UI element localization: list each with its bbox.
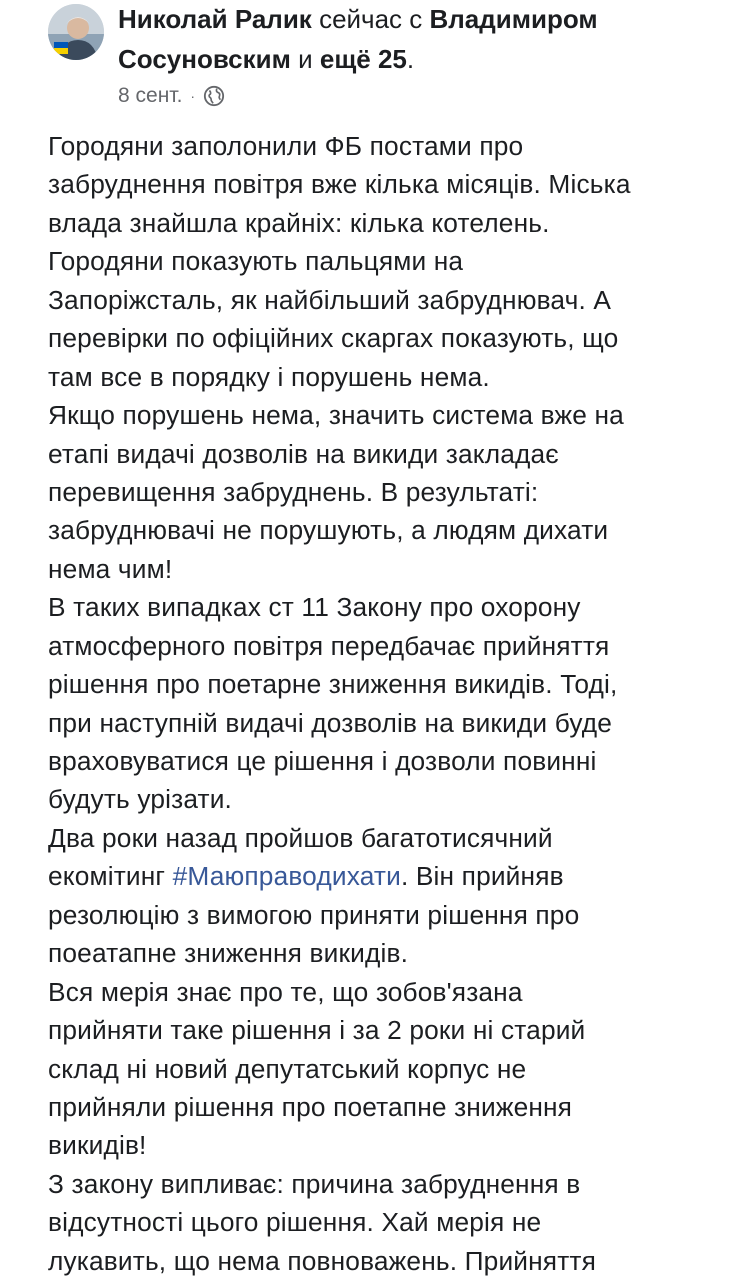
post-text-line: рішення про поетарне зниження викидів. Тоді, <box>48 669 618 700</box>
post-text-line: перевищення забруднень. В результаті: <box>48 476 539 507</box>
post-text-line <box>48 857 738 895</box>
post-text-line: прийняти таке рішення і за 2 роки ні старий <box>48 1015 586 1046</box>
post-text-line: забруднення повітря вже кілька місяців. Міська <box>48 169 631 200</box>
hashtag-line-after: . Він прийняв <box>400 861 564 892</box>
post-text-line: З закону випливає: причина забруднення в <box>48 1168 581 1199</box>
hashtag-line-before: екомітинг <box>48 861 173 892</box>
post-text-line: влада знайшла крайніх: кілька котелень. <box>48 207 550 238</box>
others-link[interactable]: ещё 25 <box>319 44 407 74</box>
post-date[interactable]: 8 сент. <box>118 84 183 107</box>
hashtag-link[interactable]: #Маюправодихати <box>172 861 401 892</box>
post-text-line: Городяни показують пальцями на <box>48 246 464 277</box>
tagged-person-first[interactable]: Владимиром <box>429 4 598 34</box>
post-header-line-2 <box>118 43 414 75</box>
post-text-line: етапі видачі дозволів на викиди закладає <box>48 438 559 469</box>
header-period: . <box>406 44 415 74</box>
post-text-line: поеатапне зниження викидів. <box>48 938 409 969</box>
post-text-line: Два роки назад пройшов багатотисячний <box>48 822 553 853</box>
status-text: сейчас с <box>319 4 423 34</box>
post-text-line: Вся мерія знає про те, що зобов'язана <box>48 976 523 1007</box>
post-text-line: Запоріжсталь, як найбільший забруднювач. А <box>48 284 612 315</box>
post-text-line: нема чим! <box>48 553 173 584</box>
tagged-person-last[interactable]: Сосуновским <box>118 44 291 74</box>
post-header-line-1 <box>118 3 598 35</box>
author-name[interactable]: Николай Ралик <box>118 4 312 34</box>
post-text-line: перевірки по офіційних скаргах показують, що <box>48 323 619 354</box>
post-text-line: будуть урізати. <box>48 784 233 815</box>
post-text-line: атмосферного повітря передбачає прийняття <box>48 630 610 661</box>
post-text-line: лукавить, що нема повноважень. Прийняття <box>48 1245 596 1276</box>
post-text-line: резолюцію з вимогою приняти рішення про <box>48 899 580 930</box>
avatar-image <box>48 4 104 60</box>
post-text-line: при наступній видачі дозволів на викиди буде <box>48 707 613 738</box>
and-text: и <box>298 44 313 74</box>
post-text-line: враховуватися це рішення і дозволи повинні <box>48 746 597 776</box>
meta-separator: · <box>190 88 196 104</box>
post-text-line: відсутності цього рішення. Хай мерія не <box>48 1207 542 1238</box>
post-meta <box>118 83 225 109</box>
post-text-line: забруднювачі не порушують, а людям дихати <box>48 515 609 546</box>
post-text-line: там все в порядку і порушень нема. <box>48 361 490 392</box>
post-text <box>48 127 738 1280</box>
post-text-line: склад ні новий депутатський корпус не <box>48 1053 527 1084</box>
post-text-line: В таких випадках ст 11 Закону про охорону <box>48 592 581 623</box>
globe-icon[interactable] <box>203 85 225 107</box>
avatar[interactable] <box>48 4 104 60</box>
post-text-line: викидів! <box>48 1130 147 1161</box>
post-text-line: прийняли рішення про поетапне зниження <box>48 1091 573 1122</box>
post-text-line: Городяни заполонили ФБ постами про <box>48 131 524 161</box>
post-text-line: Якщо порушень нема, значить система вже на <box>48 400 624 431</box>
